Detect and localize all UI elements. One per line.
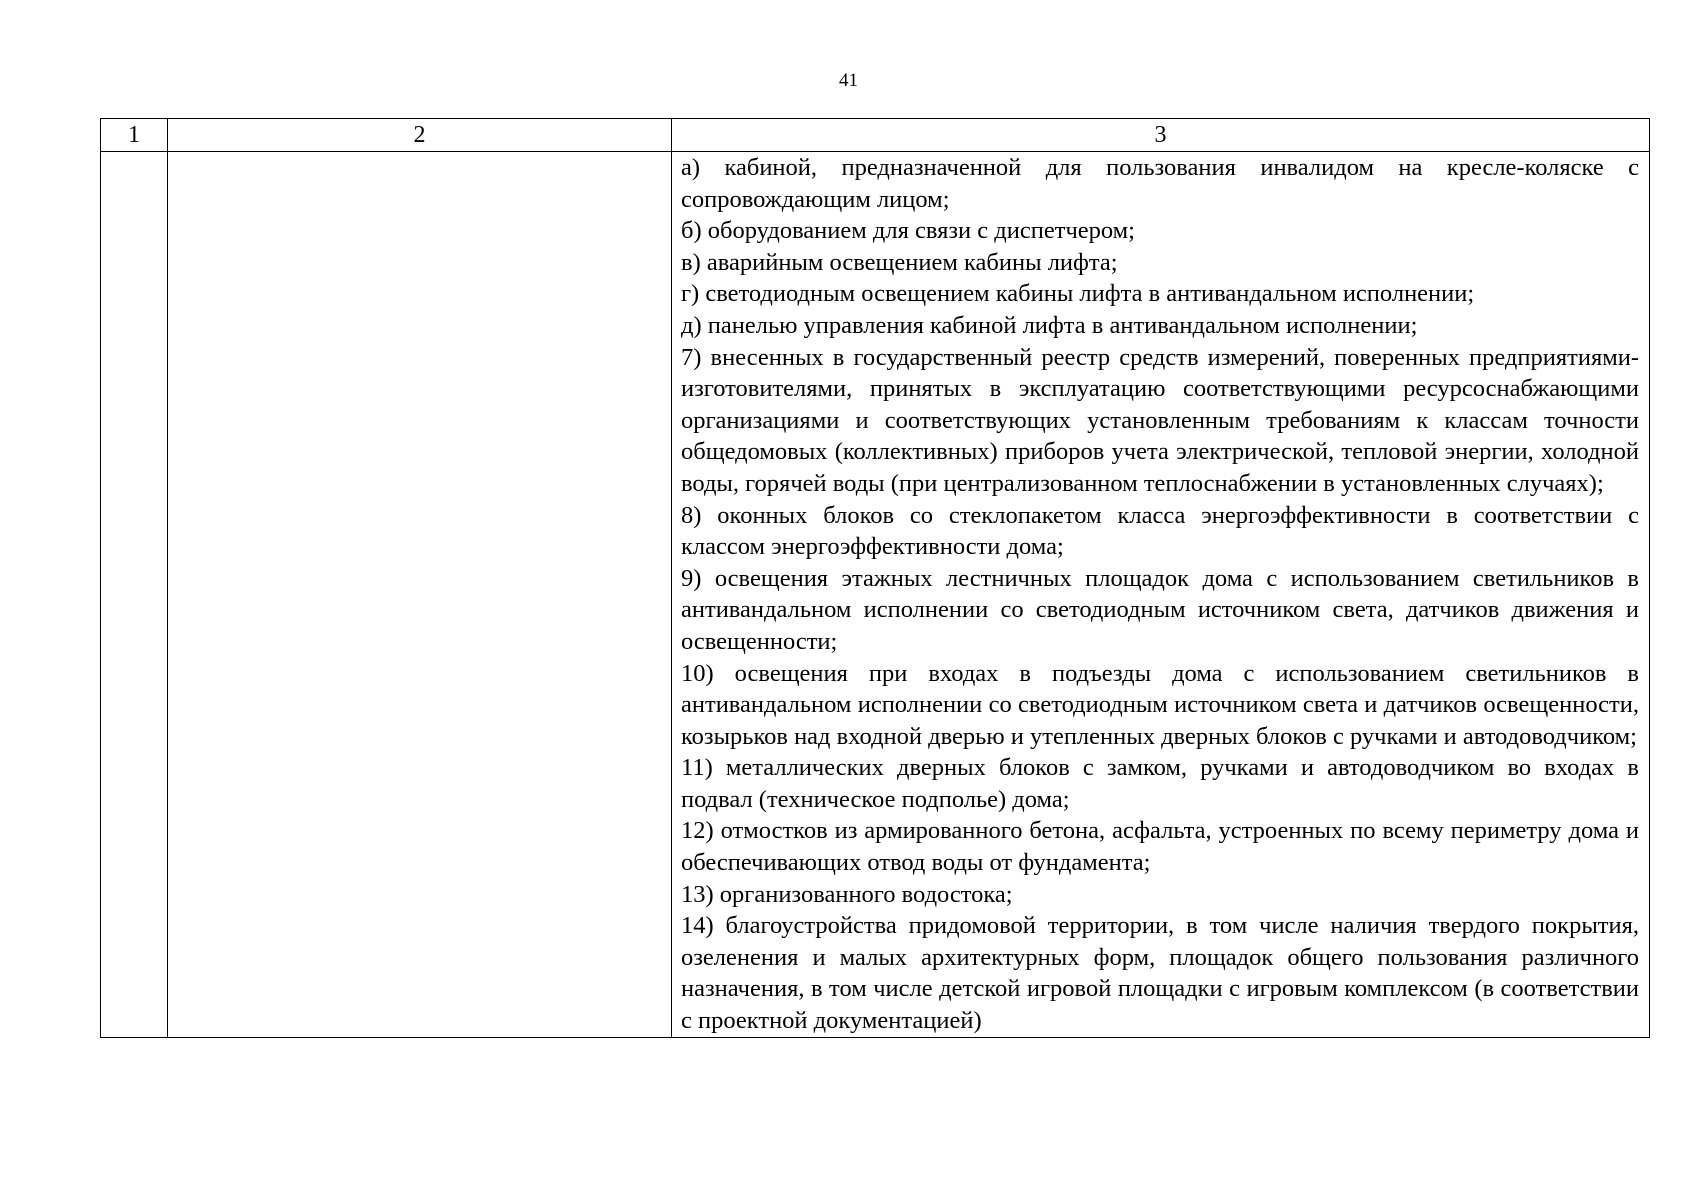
list-item-13: 13) организованного водостока; <box>681 880 1013 908</box>
column-header-1: 1 <box>101 119 168 152</box>
table-row <box>101 152 1650 1038</box>
table-cell-col2 <box>168 152 672 1038</box>
list-item-11: 11) металлических дверных блоков с замком, ручками и автодоводчиком во входах в подвал (техническое подполье) дома; <box>681 754 1639 813</box>
list-item-12: 12) отмостков из армированного бетона, асфальта, устроенных по всему периметру дома и обеспечивающих отвод воды от фундамента; <box>681 817 1639 877</box>
list-item-d: д) панелью управления кабиной лифта в антивандальном исполнении; <box>681 311 1418 339</box>
list-item-7: 7) внесенных в государственный реестр средств измерений, поверенных предприятиями-изготовителями, принятых в эксплуатацию соответствующими ресурсоснабжающими организациями и соответствующих установленным требованиям к классам точности общедомовых (коллективных) приборов учета электрической, тепловой энергии, холодной воды, горячей воды (при централизованном теплоснабжении в установленных случаях); <box>681 343 1639 497</box>
page-number: 41 <box>839 70 858 91</box>
list-item-g: г) светодиодным освещением кабины лифта в антивандальном исполнении; <box>681 280 1475 308</box>
list-item-8: 8) оконных блоков со стеклопакетом класса энергоэффективности в соответствии с классом энергоэффективности дома; <box>681 501 1639 561</box>
list-item-b: б) оборудованием для связи с диспетчером; <box>681 217 1135 245</box>
table-cell-col3 <box>672 152 1650 1038</box>
list-item-10: 10) освещения при входах в подъезды дома с использованием светильников в антивандальном исполнении со светодиодным источником света и датчиков освещенности, козырьков над входной дверью и утепленных дверных блоков с ручками и автодоводчиком; <box>681 659 1639 750</box>
column-header-2: 2 <box>168 119 672 152</box>
table-header-row <box>101 119 1650 152</box>
list-item-a: а) кабиной, предназначенной для пользования инвалидом на кресле-коляске с сопровождающим лицом; <box>681 154 1639 213</box>
list-item-14: 14) благоустройства придомовой территории, в том числе наличия твердого покрытия, озеленения и малых архитектурных форм, площадок общего пользования различного назначения, в том числе детской игровой площадки с игровым комплексом (в соответствии с проектной документацией) <box>681 912 1639 1035</box>
list-item-v: в) аварийным освещением кабины лифта; <box>681 248 1118 276</box>
table-cell-col1 <box>101 152 168 1038</box>
document-table <box>100 118 1650 1038</box>
column-header-3: 3 <box>672 119 1650 152</box>
list-item-9: 9) освещения этажных лестничных площадок дома с использованием светильников в антивандальном исполнении со светодиодным источником света, датчиков движения и освещенности; <box>681 564 1639 655</box>
